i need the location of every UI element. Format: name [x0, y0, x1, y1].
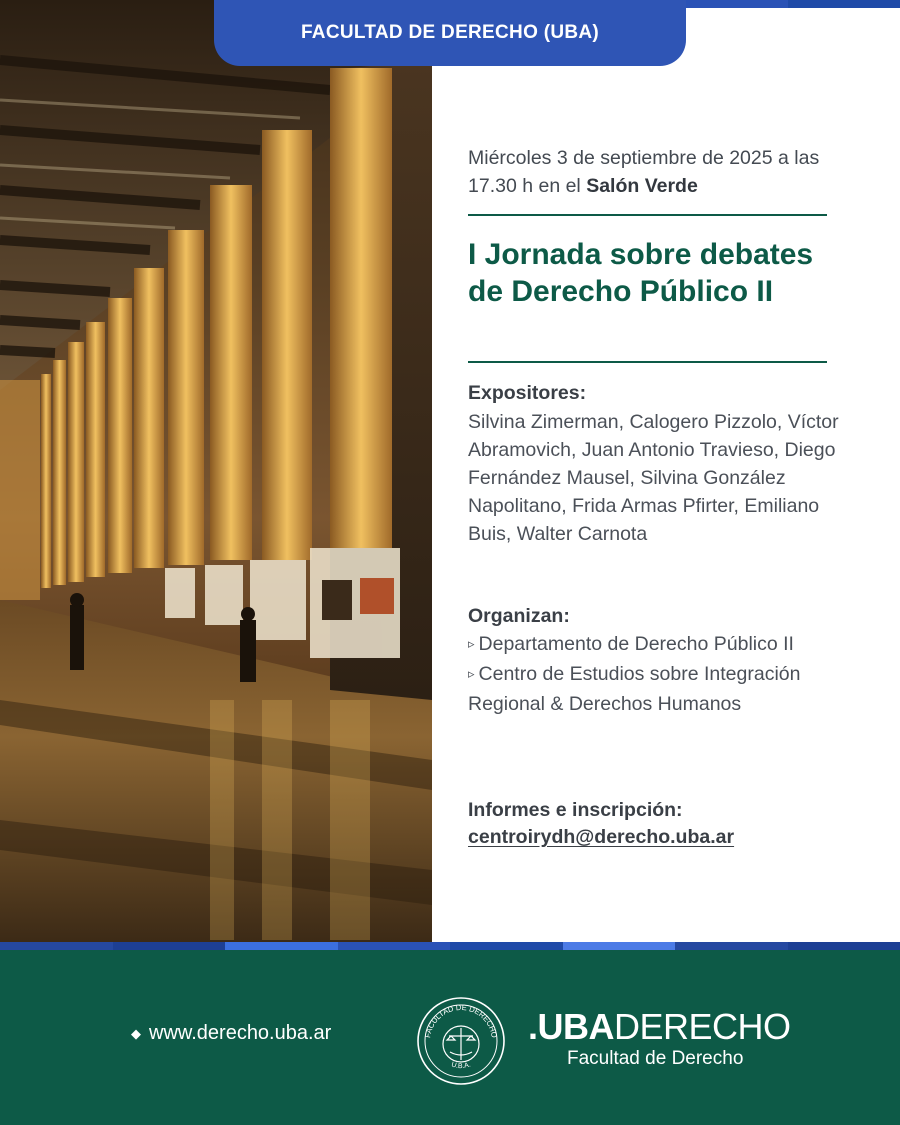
seal-emblem-icon — [416, 996, 506, 1086]
divider-top — [468, 214, 827, 216]
divider-bottom — [468, 361, 827, 363]
event-title: I Jornada sobre debates de Derecho Público II — [468, 238, 814, 308]
header-title: FACULTAD DE DERECHO (UBA) — [300, 22, 600, 43]
event-date-text: Miércoles 3 de septiembre de 2025 a las 17.30 h en el — [468, 147, 820, 197]
contact-email-link[interactable]: centroirydh@derecho.uba.ar — [468, 826, 735, 848]
seal-text-bottom: U.B.A. — [450, 1061, 472, 1071]
logo-subtitle: Facultad de Derecho — [567, 1048, 744, 1069]
header-banner — [214, 0, 686, 66]
speakers-label: Expositores: — [468, 382, 587, 404]
organizer-name: Departamento de Derecho Público II — [478, 633, 794, 655]
hall-photo — [0, 0, 432, 942]
list-item — [468, 630, 843, 660]
website-link[interactable] — [131, 1022, 331, 1045]
event-date-line — [468, 144, 848, 200]
svg-text:U.B.A. — [450, 1061, 471, 1070]
seal-text-top: FACULTAD DE DERECHO — [423, 1002, 499, 1039]
speakers-list: Silvina Zimerman, Calogero Pizzolo, Víctor Abramovich, Juan Antonio Travieso, Diego Fernández Mausel, Silvina González Napolitano, Frida Armas Pfirter, Emiliano Buis, Walter Carnota — [468, 411, 839, 545]
logo-light-text: DERECHO — [614, 1006, 791, 1047]
uba-derecho-logo — [528, 1006, 791, 1048]
diamond-bullet-icon: ◆ — [131, 1025, 141, 1041]
footer — [0, 950, 900, 1125]
logo-bold-text: .UBA — [528, 1006, 614, 1047]
organizer-name: Centro de Estudios sobre Integración Regional & Derechos Humanos — [468, 663, 801, 715]
triangle-bullet-icon: ▹ — [468, 636, 475, 651]
triangle-bullet-icon: ▹ — [468, 666, 475, 681]
list-item — [468, 660, 843, 718]
footer-color-strip — [0, 942, 900, 950]
event-venue: Salón Verde — [586, 175, 698, 197]
organizers-list — [468, 630, 843, 718]
info-label: Informes e inscripción: — [468, 799, 683, 821]
website-url: www.derecho.uba.ar — [149, 1022, 332, 1044]
organizers-label: Organizan: — [468, 605, 570, 627]
